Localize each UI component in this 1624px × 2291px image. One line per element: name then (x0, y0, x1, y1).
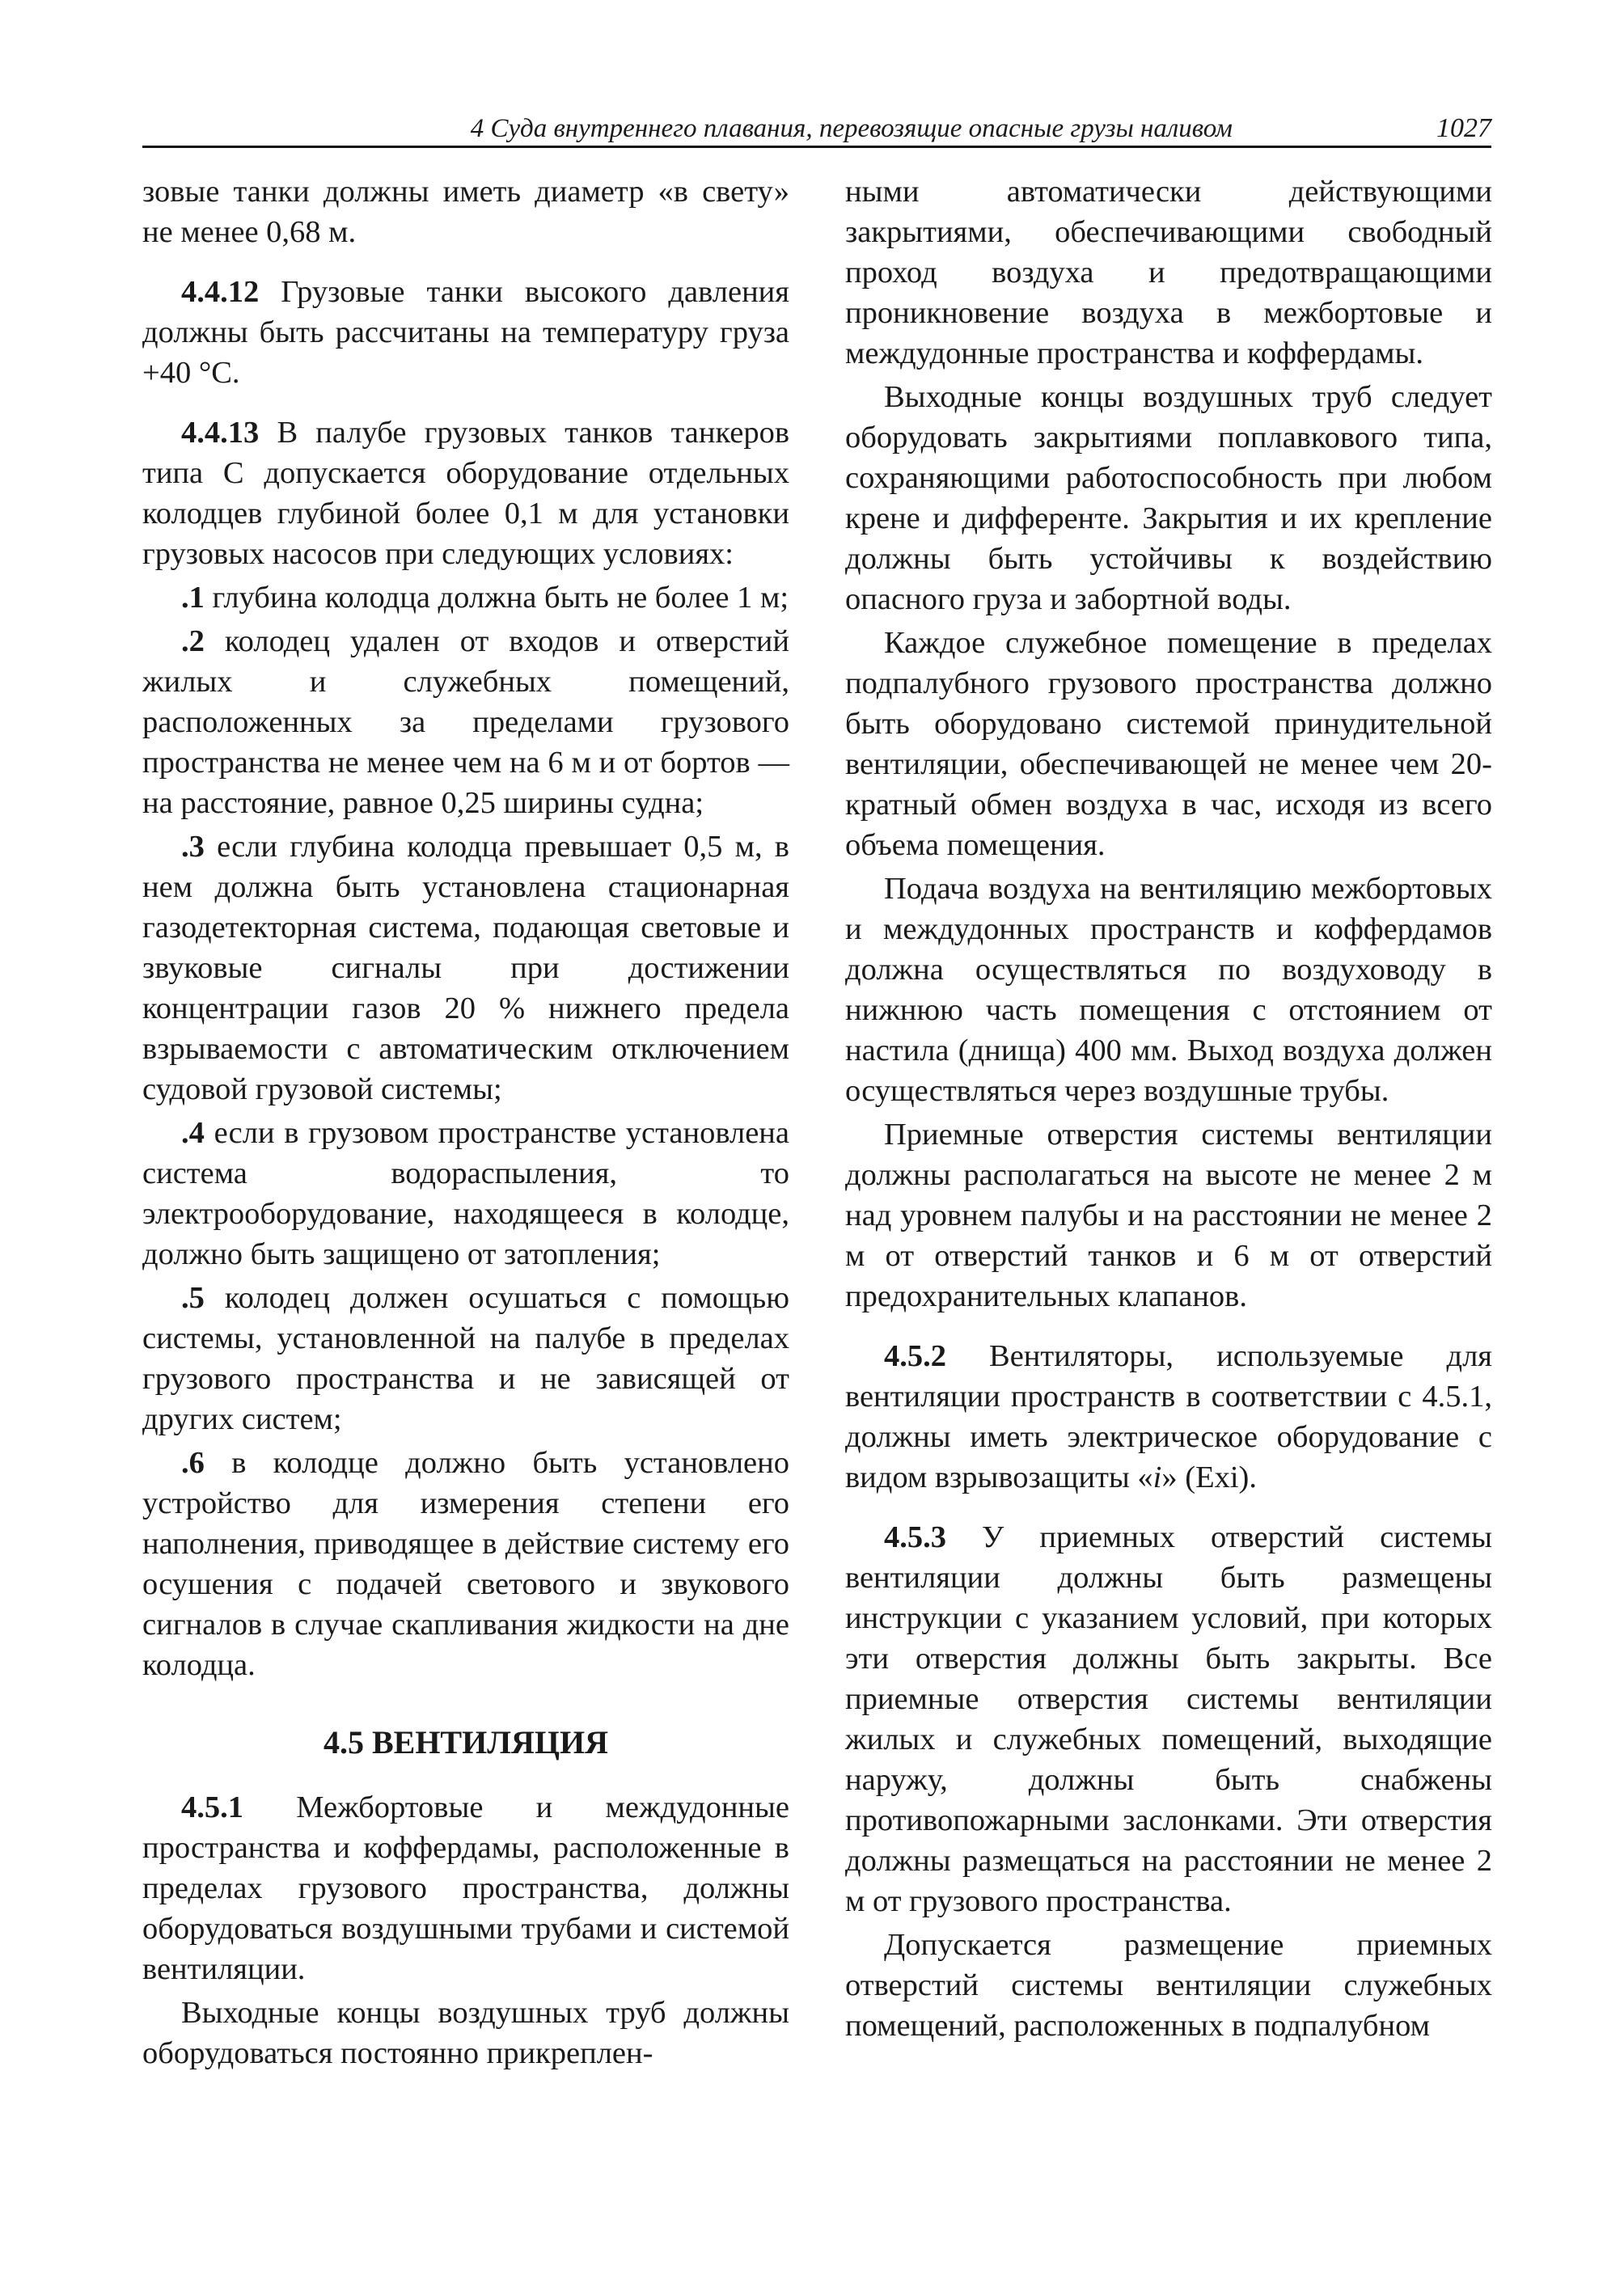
clause-4-4-12 (142, 272, 789, 393)
clause-4-5-1 (142, 1787, 789, 1989)
item-number: .5 (181, 1281, 205, 1315)
paragraph: зовые танки должны иметь диаметр «в свету» не менее 0,68 м. (142, 175, 789, 249)
clause-text: Межбортовые и междудонные пространства и коффердамы, расположенные в пределах грузового пространства, должны оборудоваться воздушными трубами и системой вентиляции. (142, 1790, 789, 1986)
clause-4-5-2 (845, 1336, 1492, 1498)
paragraph: Допускается размещение приемных отверстий системы вентиляции служебных помещений, расположенных в подпалубном (845, 1928, 1492, 2043)
clause-text: Грузовые танки высокого давления должны быть рассчитаны на температуру груза +40 °С. (142, 275, 789, 390)
clause-number: 4.4.12 (181, 275, 260, 309)
list-item (142, 1443, 789, 1685)
item-number: .6 (181, 1446, 205, 1480)
item-text: глубина колодца должна быть не более 1 м; (204, 581, 789, 615)
item-number: .3 (181, 830, 205, 864)
clause-4-5-3 (845, 1517, 1492, 1921)
item-text: в колодце должно быть установлено устройство для измерения степени его наполнения, приводящее в действие систему его осушения с подачей светового и звукового сигналов в случае скапливания жидкости на дне колодца. (142, 1446, 789, 1682)
header-title: 4 Суда внутреннего плавания, перевозящие опасные грузы наливом (470, 114, 1233, 143)
list-item (142, 826, 789, 1110)
paragraph: Выходные концы воздушных труб должны оборудоваться постоянно прикреплен- (142, 1996, 789, 2070)
clause-text: Вентиляторы, используемые для вентиляции пространств в соответствии с 4.5.1, должны иметь электрическое оборудование с видом взрывозащиты « (845, 1339, 1492, 1494)
left-column (142, 171, 789, 2073)
paragraph: Выходные концы воздушных труб следует оборудовать закрытиями поплавкового типа, сохраняющими работоспособность при любом крене и дифференте. Закрытия и их крепление должны быть устойчивы к воздействию опасного груза и забортной воды. (845, 380, 1492, 616)
clause-text-end: » (Exi). (1161, 1460, 1257, 1494)
item-number: .4 (181, 1116, 205, 1150)
item-text: колодец должен осушаться с помощью системы, установленной на палубе в пределах грузового пространства и не зависящей от других систем; (142, 1281, 789, 1436)
clause-number: 4.4.13 (181, 416, 260, 450)
italic-letter: i (1152, 1460, 1162, 1494)
item-text: колодец удален от входов и отверстий жилых и служебных помещений, расположенных за пределами грузового пространства не менее чем на 6 м и от бортов — на расстояние, равное 0,25 ширины судна; (142, 624, 789, 820)
right-column (845, 171, 1492, 2046)
clause-number: 4.5.3 (884, 1520, 946, 1554)
page-number: 1027 (1436, 113, 1491, 143)
clause-text: У приемных отверстий системы вентиляции должны быть размещены инструкции с указанием условий, при которых эти отверстия должны быть закрыты. Все приемные отверстия системы вентиляции жилых и служебных помещений, выходящие наружу, должны быть снабжены противопожарными заслонками. Эти отверстия должны размещаться на расстоянии не менее 2 м от грузового пространства. (845, 1520, 1492, 1918)
clause-text: В палубе грузовых танков танкеров типа С допускается оборудование отдельных колодцев глубиной более 0,1 м для установки грузовых насосов при следующих условиях: (142, 416, 789, 571)
list-item (142, 577, 789, 618)
item-number: .2 (181, 624, 205, 658)
list-item (142, 1113, 789, 1274)
list-item (142, 1278, 789, 1439)
clause-number: 4.5.2 (884, 1339, 946, 1373)
item-text: если глубина колодца превышает 0,5 м, в нем должна быть установлена стационарная газодетекторная система, подающая световые и звуковые сигналы при достижении концентрации газов 20 % нижнего предела взрываемости с автоматическим отключением судовой грузовой системы; (142, 830, 789, 1106)
item-number: .1 (181, 581, 205, 615)
list-item (142, 621, 789, 823)
section-heading: 4.5 ВЕНТИЛЯЦИЯ (323, 1724, 609, 1761)
running-header (142, 113, 1491, 148)
clause-number: 4.5.1 (181, 1790, 243, 1824)
item-text: если в грузовом пространстве установлена система водораспыления, то электрооборудование, находящееся в колодце, должно быть защищено от затопления; (142, 1116, 789, 1271)
paragraph: Каждое служебное помещение в пределах подпалубного грузового пространства должно быть оборудовано системой принудительной вентиляции, обеспечивающей не менее чем 20-кратный обмен воздуха в час, исходя из всего объема помещения. (845, 626, 1492, 862)
paragraph: Приемные отверстия системы вентиляции должны располагаться на высоте не менее 2 м над уровнем палубы и на расстоянии не менее 2 м от отверстий танков и 6 м от отверстий предохранительных клапанов. (845, 1118, 1492, 1313)
clause-4-4-13 (142, 412, 789, 574)
paragraph: Подача воздуха на вентиляцию межбортовых и междудонных пространств и коффердамов должна осуществляться по воздуховоду в нижнюю часть помещения с отстоянием от настила (днища) 400 мм. Выход воздуха должен осуществляться через воздушные трубы. (845, 872, 1492, 1108)
paragraph: ными автоматически действующими закрытиями, обеспечивающими свободный проход воздуха и предотвращающими проникновение воздуха в межбортовые и междудонные пространства и коффердамы. (845, 175, 1492, 370)
